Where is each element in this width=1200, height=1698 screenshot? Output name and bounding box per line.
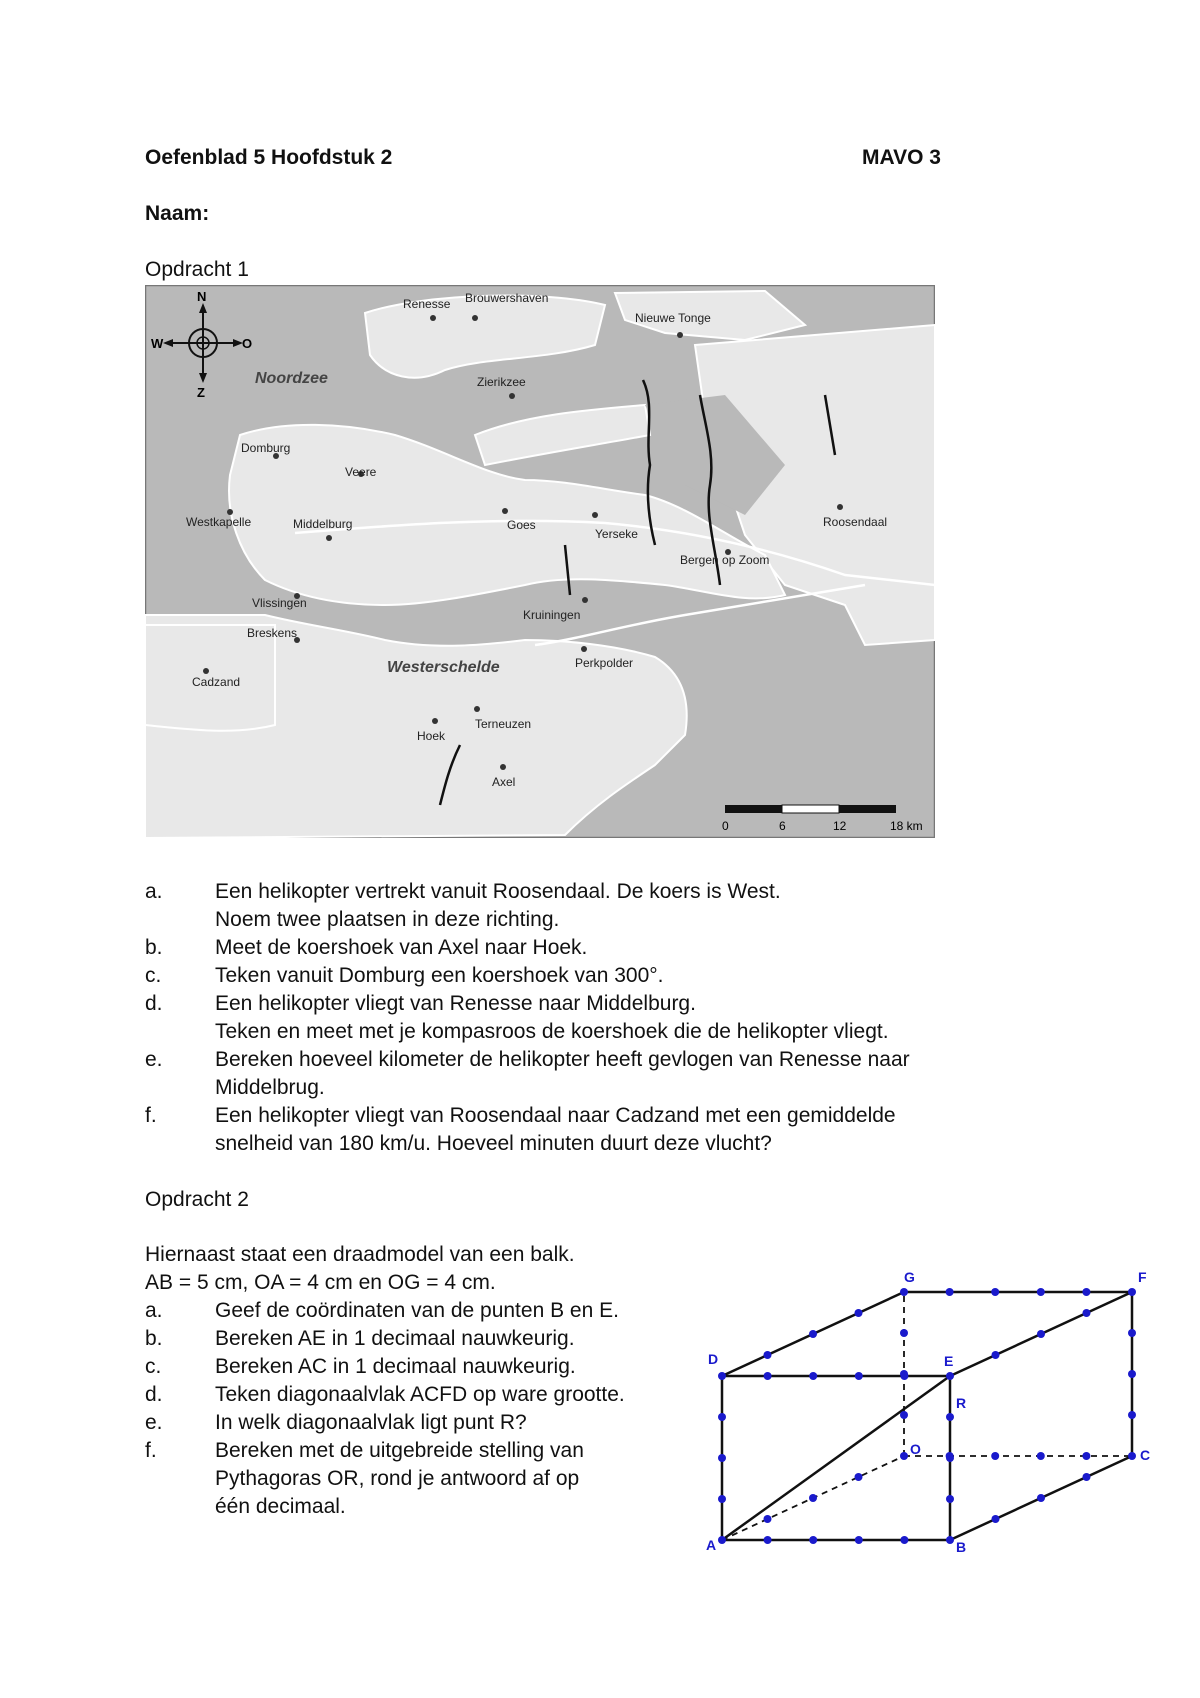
question-letter: d.: [145, 1383, 163, 1406]
page-title: Oefenblad 5 Hoofdstuk 2: [145, 146, 393, 169]
question-text: In welk diagonaalvlak ligt punt R?: [215, 1411, 527, 1434]
vertex-label-R: R: [956, 1395, 967, 1411]
compass-z: Z: [197, 385, 205, 400]
place-renesse: Renesse: [403, 297, 451, 311]
place-terneuzen: Terneuzen: [475, 717, 532, 731]
vertex-label-O: O: [910, 1441, 921, 1457]
question-letter: e.: [145, 1048, 163, 1071]
question-text: Pythagoras OR, rond je antwoord af op: [215, 1467, 580, 1490]
grid-point: [1037, 1494, 1045, 1502]
grid-point: [718, 1536, 726, 1544]
grid-point: [900, 1288, 908, 1296]
place-cadzand: Cadzand: [192, 675, 241, 689]
place-domburg: Domburg: [241, 441, 291, 455]
grid-point: [992, 1515, 1000, 1523]
level-label: MAVO 3: [862, 146, 941, 169]
opdracht2-intro: [145, 1241, 705, 1297]
grid-point: [764, 1351, 772, 1359]
grid-point: [1128, 1329, 1136, 1337]
place-axel: Axel: [492, 775, 516, 789]
question-letter: b.: [145, 936, 163, 959]
grid-point: [946, 1288, 954, 1296]
grid-point: [718, 1454, 726, 1462]
question-letter: d.: [145, 992, 163, 1015]
place-yerseke: Yerseke: [595, 527, 638, 541]
question-text: Teken en meet met je kompasroos de koershoek die de helikopter vliegt.: [215, 1020, 889, 1043]
grid-point: [991, 1288, 999, 1296]
grid-point: [1082, 1452, 1090, 1460]
place-roosendaal: Roosendaal: [823, 515, 888, 529]
opdracht1-heading: Opdracht 1: [145, 258, 249, 281]
question-letter: a.: [145, 880, 163, 903]
place-goes: Goes: [507, 518, 536, 532]
question-2b: [145, 1325, 705, 1353]
question-letter: f.: [145, 1104, 157, 1127]
name-label: Naam:: [145, 202, 210, 225]
question-2e: [145, 1409, 705, 1437]
vertex-label-A: A: [706, 1537, 717, 1553]
grid-point: [946, 1413, 954, 1421]
edge-AE: [722, 1376, 950, 1540]
grid-point: [1128, 1452, 1136, 1460]
grid-point: [764, 1536, 772, 1544]
question-text: Teken diagonaalvlak ACFD op ware grootte.: [215, 1383, 625, 1406]
vertex-label-C: C: [1140, 1447, 1151, 1463]
place-kruiningen: Kruiningen: [523, 608, 581, 622]
grid-point: [809, 1330, 817, 1338]
question-text: Een helikopter vertrekt vanuit Roosendaal. De koers is West.: [215, 880, 781, 903]
question-text: Een helikopter vliegt van Renesse naar Middelburg.: [215, 992, 696, 1015]
vertex-label-E: E: [944, 1353, 954, 1369]
question-text: Middelbrug.: [215, 1076, 325, 1099]
grid-point: [946, 1536, 954, 1544]
question-1d: [145, 990, 1045, 1046]
vertex-label-D: D: [708, 1351, 719, 1367]
place-veere: Veere: [345, 465, 377, 479]
question-2d: [145, 1381, 705, 1409]
question-1e: [145, 1046, 1045, 1102]
compass-w: W: [151, 336, 164, 351]
grid-point: [718, 1413, 726, 1421]
scale-bar: [725, 805, 896, 813]
question-text: Geef de coördinaten van de punten B en E.: [215, 1299, 619, 1322]
grid-point: [900, 1411, 908, 1419]
scale-label-0: 0: [722, 819, 729, 833]
place-westkapelle: Westkapelle: [186, 515, 252, 529]
grid-point: [764, 1515, 772, 1523]
place-hoek: Hoek: [417, 729, 446, 743]
scale-label-6: 6: [779, 819, 786, 833]
grid-point: [809, 1494, 817, 1502]
question-1b: [145, 934, 1045, 962]
question-letter: a.: [145, 1299, 163, 1322]
question-2f: [145, 1437, 705, 1521]
cuboid-wireframe: [700, 1240, 1160, 1560]
question-1a: [145, 878, 1045, 934]
sea-label-noordzee: Noordzee: [255, 370, 328, 387]
question-text: snelheid van 180 km/u. Hoeveel minuten duurt deze vlucht?: [215, 1132, 772, 1155]
scale-label-12: 12: [833, 819, 847, 833]
question-text: Meet de koershoek van Axel naar Hoek.: [215, 936, 588, 959]
vertex-label-F: F: [1138, 1269, 1147, 1285]
grid-point: [946, 1454, 954, 1462]
place-bergen-op-zoom: Bergen op Zoom: [680, 553, 770, 567]
grid-point: [809, 1536, 817, 1544]
question-letter: c.: [145, 1355, 162, 1378]
grid-point: [718, 1372, 726, 1380]
question-2c: [145, 1353, 705, 1381]
grid-point: [855, 1309, 863, 1317]
grid-point: [946, 1372, 954, 1380]
question-text: Bereken AE in 1 decimaal nauwkeurig.: [215, 1327, 575, 1350]
intro-line: AB = 5 cm, OA = 4 cm en OG = 4 cm.: [145, 1271, 496, 1294]
opdracht2-heading: Opdracht 2: [145, 1188, 249, 1211]
place-breskens: Breskens: [247, 626, 298, 640]
grid-point: [1083, 1309, 1091, 1317]
grid-point: [900, 1370, 908, 1378]
place-perkpolder: Perkpolder: [575, 656, 634, 670]
zeeland-map: [145, 285, 935, 838]
grid-point: [1037, 1330, 1045, 1338]
compass-n: N: [197, 289, 207, 304]
vertex-label-B: B: [956, 1539, 967, 1555]
grid-point: [1082, 1288, 1090, 1296]
question-1f: [145, 1102, 1045, 1158]
grid-point: [764, 1372, 772, 1380]
question-letter: f.: [145, 1439, 157, 1462]
grid-point: [1037, 1288, 1045, 1296]
question-letter: b.: [145, 1327, 163, 1350]
place-vlissingen: Vlissingen: [252, 596, 307, 610]
place-brouwershaven: Brouwershaven: [465, 291, 549, 305]
place-nieuwe-tonge: Nieuwe Tonge: [635, 311, 711, 325]
question-2a: [145, 1297, 705, 1325]
grid-point: [900, 1536, 908, 1544]
scale-label-18km: 18 km: [890, 819, 923, 833]
intro-line: Hiernaast staat een draadmodel van een balk.: [145, 1243, 575, 1266]
question-text: Teken vanuit Domburg een koershoek van 300°.: [215, 964, 664, 987]
question-text: Een helikopter vliegt van Roosendaal naar Cadzand met een gemiddelde: [215, 1104, 896, 1127]
grid-point: [900, 1329, 908, 1337]
question-letter: e.: [145, 1411, 163, 1434]
grid-point: [1083, 1473, 1091, 1481]
grid-point: [991, 1452, 999, 1460]
grid-point: [718, 1495, 726, 1503]
question-1c: [145, 962, 1045, 990]
vertex-label-G: G: [904, 1269, 915, 1285]
grid-point: [1128, 1288, 1136, 1296]
question-text: Bereken AC in 1 decimaal nauwkeurig.: [215, 1355, 576, 1378]
compass-o: O: [242, 336, 253, 351]
question-text: Noem twee plaatsen in deze richting.: [215, 908, 560, 931]
sea-label-westerschelde: Westerschelde: [387, 659, 500, 676]
grid-point: [1037, 1452, 1045, 1460]
grid-point: [1128, 1411, 1136, 1419]
question-text: Bereken met de uitgebreide stelling van: [215, 1439, 584, 1462]
question-text: Bereken hoeveel kilometer de helikopter heeft gevlogen van Renesse naar: [215, 1048, 910, 1071]
question-letter: c.: [145, 964, 162, 987]
grid-point: [855, 1473, 863, 1481]
grid-point: [809, 1372, 817, 1380]
grid-point: [900, 1452, 908, 1460]
place-middelburg: Middelburg: [293, 517, 353, 531]
grid-point: [1128, 1370, 1136, 1378]
grid-point: [992, 1351, 1000, 1359]
question-text: één decimaal.: [215, 1495, 346, 1518]
grid-point: [946, 1495, 954, 1503]
grid-point: [855, 1372, 863, 1380]
place-zierikzee: Zierikzee: [477, 375, 526, 389]
grid-point: [855, 1536, 863, 1544]
